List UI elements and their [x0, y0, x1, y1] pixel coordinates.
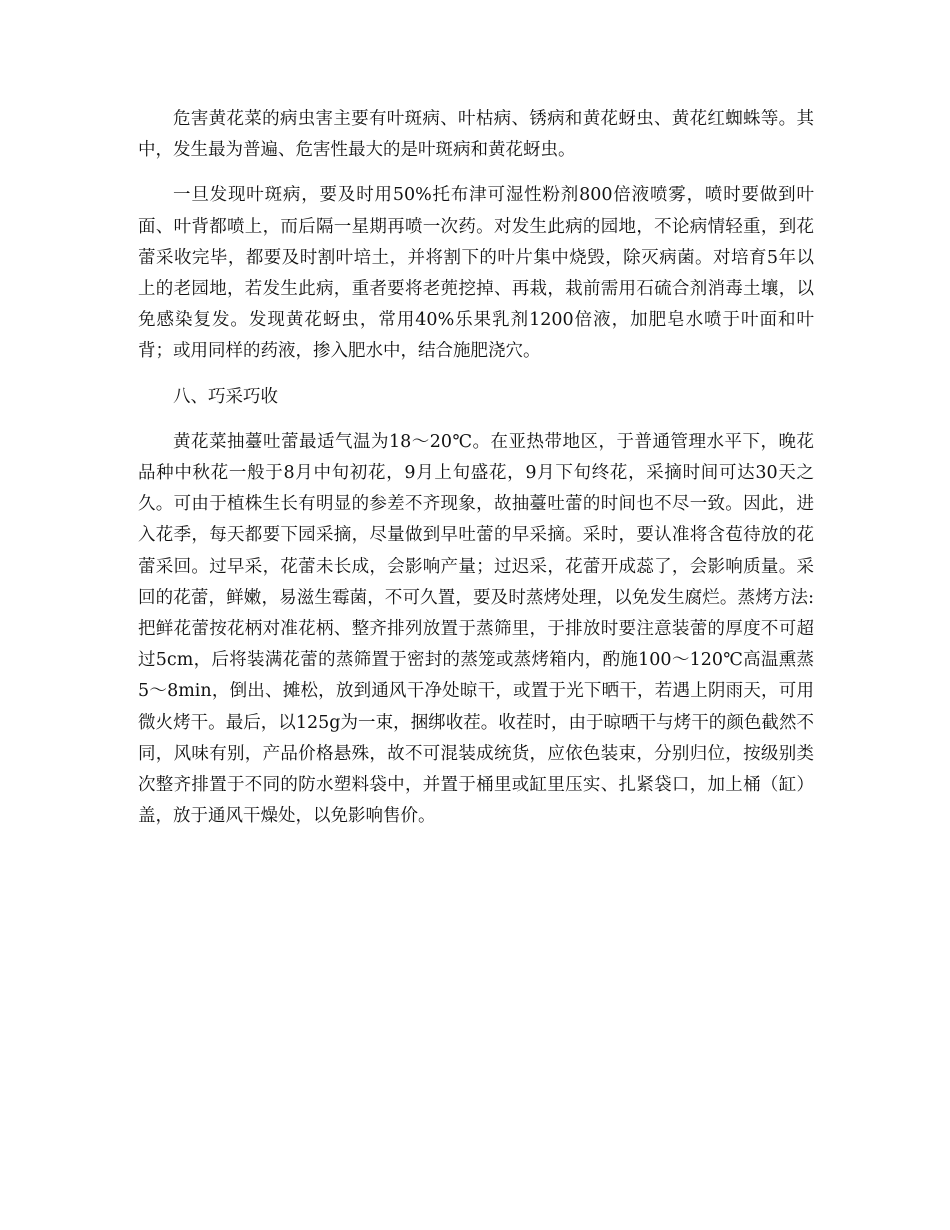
document-body [138, 104, 814, 846]
paragraph-pest-control: 一旦发现叶斑病，要及时用50%托布津可湿性粉剂800倍液喷雾，喷时要做到叶面、叶背都喷上，而后隔一星期再喷一次药。对发生此病的园地，不论病情轻重，到花蕾采收完毕，都要及时割叶培土，并将割下的叶片集中烧毁，除灭病菌。对培育5年以上的老园地，若发生此病，重者要将老蔸挖掉、再栽，栽前需用石硫合剂消毒土壤，以免感染复发。发现黄花蚜虫，常用40%乐果乳剂1200倍液，加肥皂水喷于叶面和叶背；或用同样的药液，掺入肥水中，结合施肥浇穴。 [138, 185, 814, 362]
paragraph-harvesting: 黄花菜抽薹吐蕾最适气温为18～20℃。在亚热带地区，于普通管理水平下，晚花品种中秋花一般于8月中旬初花，9月上旬盛花，9月下旬终花，采摘时间可达30天之久。可由于植株生长有明显的参差不齐现象，故抽薹吐蕾的时间也不尽一致。因此，进入花季，每天都要下园采摘，尽量做到早吐蕾的早采摘。采时，要认准将含苞待放的花蕾采回。过早采，花蕾未长成，会影响产量；过迟采，花蕾开成蕊了，会影响质量。采回的花蕾，鲜嫩，易滋生霉菌，不可久置，要及时蒸烤处理，以免发生腐烂。蒸烤方法:把鲜花蕾按花柄对准花柄、整齐排列放置于蒸筛里，于排放时要注意装蕾的厚度不可超过5cm，后将装满花蕾的蒸筛置于密封的蒸笼或蒸烤箱内，酌施100～120℃高温熏蒸5～8min，倒出、摊松，放到通风干净处晾干，或置于光下晒干，若遇上阴雨天，可用微火烤干。最后，以125g为一束，捆绑收茬。收茬时，由于晾晒干与烤干的颜色截然不同，风味有别，产品价格悬殊，故不可混装成统货，应依色装束，分别归位，按级别类次整齐排置于不同的防水塑料袋中，并置于桶里或缸里压实、扎紧袋口，加上桶（缸）盖，放于通风干燥处，以免影响售价。 [138, 431, 814, 827]
paragraph-pests-intro: 危害黄花菜的病虫害主要有叶斑病、叶枯病、锈病和黄花蚜虫、黄花红蜘蛛等。其中，发生最为普遍、危害性最大的是叶斑病和黄花蚜虫。 [138, 109, 814, 161]
section-heading: 八、巧采巧收 [173, 386, 278, 407]
